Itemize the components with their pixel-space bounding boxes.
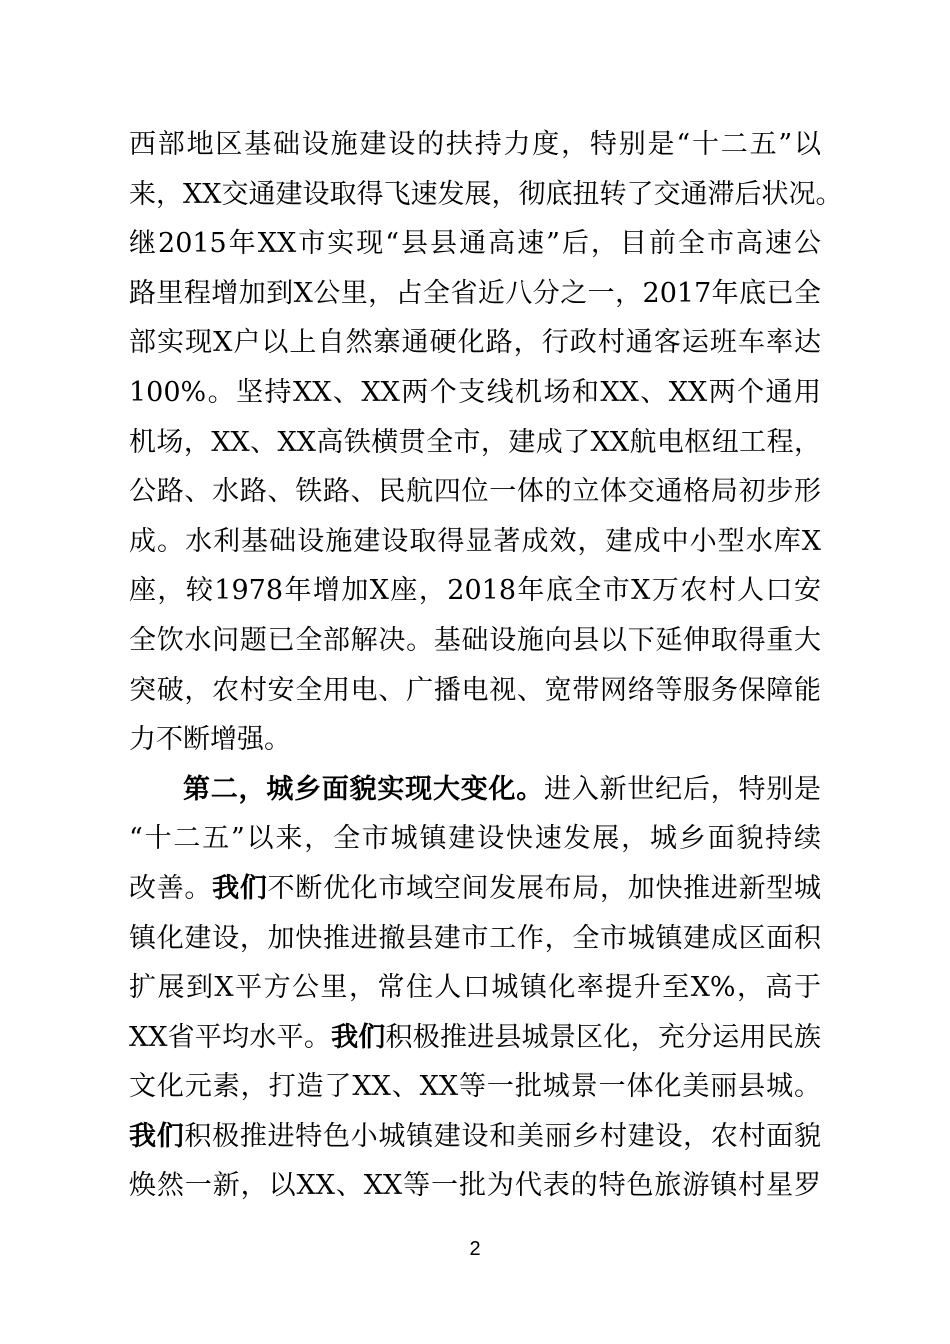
bold-text-run: 我们	[212, 872, 268, 904]
text-line: 成。水利基础设施建设取得显著成效，建成中小型水库X	[129, 525, 821, 557]
text-line: 路里程增加到X公里，占全省近八分之一，2017年底已全	[129, 277, 821, 309]
text-line: 全饮水问题已全部解决。基础设施向县以下延伸取得重大	[129, 624, 821, 656]
text-line: 继2015年XX市实现“县县通高速”后，目前全市高速公	[129, 228, 821, 260]
text-line: 座，较1978年增加X座，2018年底全市X万农村人口安	[129, 575, 821, 607]
text-line: 力不断增强。	[129, 724, 291, 756]
text-line: 西部地区基础设施建设的扶持力度，特别是“十二五”以	[129, 129, 821, 160]
text-line: 部实现X户以上自然寨通硬化路，行政村通客运班车率达	[129, 327, 821, 359]
text-line: 100%。坚持XX、XX两个支线机场和XX、XX两个通用	[129, 376, 821, 408]
text-line: 镇化建设，加快推进撤县建市工作，全市城镇建成区面积	[129, 922, 821, 954]
text-line	[129, 1013, 821, 1063]
text-line	[129, 1112, 821, 1162]
text-line: 来，XX交通建设取得飞速发展，彻底扭转了交通滞后状况。	[129, 178, 843, 210]
text-line	[129, 864, 821, 914]
text-run: 积极推进县城景区化，充分运用民族	[385, 1021, 821, 1053]
text-line: “十二五”以来，全市城镇建设快速发展，城乡面貌持续	[129, 823, 821, 855]
section-heading: 第二，城乡面貌实现大变化。	[183, 773, 545, 805]
text-run: 进入新世纪后，特别是	[544, 773, 822, 805]
text-line: 公路、水路、铁路、民航四位一体的立体交通格局初步形	[129, 476, 821, 508]
text-run: 不断优化市域空间发展布局，加快推进新型城	[267, 872, 822, 904]
text-line: 机场，XX、XX高铁横贯全市，建成了XX航电枢纽工程，	[129, 426, 821, 458]
text-line: 焕然一新，以XX、XX等一批为代表的特色旅游镇村星罗	[129, 1170, 821, 1202]
paragraph-2-first-line	[129, 765, 821, 815]
text-run: 改善。	[129, 872, 213, 904]
bold-text-run: 我们	[129, 1120, 185, 1152]
bold-text-run: 我们	[331, 1021, 386, 1053]
text-run: XX省平均水平。	[129, 1021, 332, 1053]
text-run: 积极推进特色小城镇建设和美丽乡村建设，农村面貌	[184, 1120, 822, 1152]
text-line: 突破，农村安全用电、广播电视、宽带网络等服务保障能	[129, 674, 821, 706]
page-number: 2	[469, 1238, 481, 1260]
document-body	[129, 120, 843, 1211]
text-line: 扩展到X平方公里，常住人口城镇化率提升至X%，高于	[129, 972, 821, 1004]
text-line: 文化元素，打造了XX、XX等一批城景一体化美丽县城。	[129, 1071, 821, 1103]
